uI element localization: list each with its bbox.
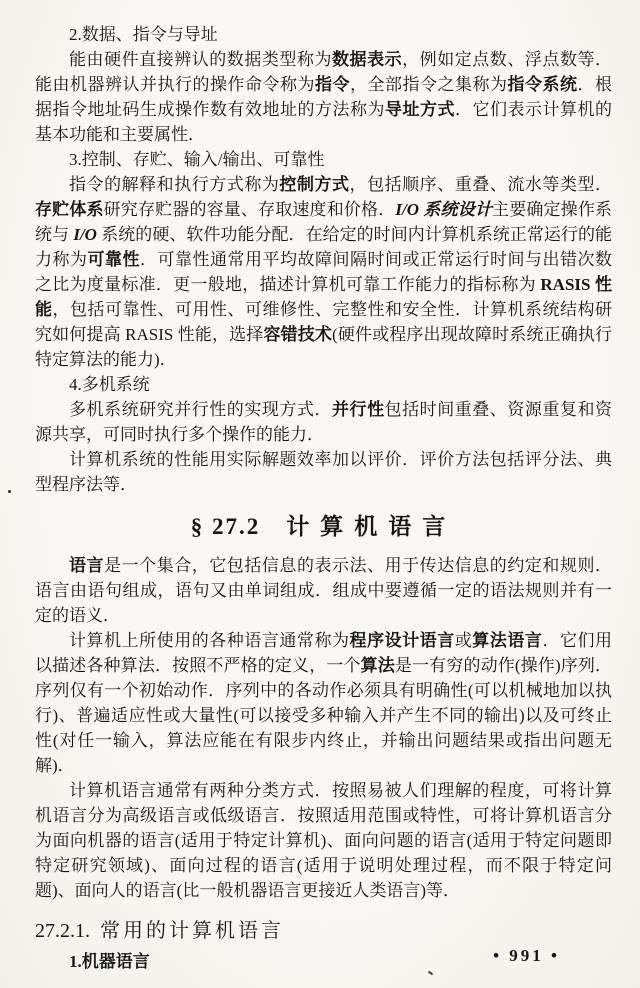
subsection-heading-27-2-1-title: 常用的计算机语言 [100, 920, 284, 942]
body-text: ，全部指令之集称为 [350, 75, 508, 94]
section-heading-27-2 [35, 511, 612, 543]
body-text: 3.控制、存贮、输入/输出、可靠性 [69, 150, 325, 169]
body-text: 4.多机系统 [69, 375, 150, 394]
body-text: 是一个集合，它包括信息的表示法、用于传达信息的约定和规则．语言由语句组成，语句又由单词组成．组成中要遵循一定的语法规则并有一定的语义． [35, 556, 613, 625]
emphasized-term: 存贮体系 [35, 200, 104, 219]
list-heading-3-control-storage-io-reliability [35, 147, 612, 172]
paragraph-control-reliability [35, 172, 612, 372]
body-text: 或 [454, 631, 473, 650]
emphasized-term: 语言 [69, 556, 105, 575]
body-text: 指令的解释和执行方式称为 [69, 175, 280, 194]
subsection-heading-27-2-1-number: 27.2.1. [35, 920, 90, 942]
emphasized-term: 指令系统 [507, 75, 578, 94]
body-text: (硬件或程序出现故障时系统正确执行特定算法的能力)． [35, 325, 613, 369]
body-text: ．它们表示计算机的基本功能和主要属性． [35, 100, 612, 144]
emphasized-term: 控制方式 [279, 175, 350, 194]
body-text: ．根据指令地址码生成操作数有效地址的方法称为 [35, 75, 612, 119]
body-text: 研究存贮器的容量、存取速度和价格． [103, 200, 396, 219]
body-text: ，例如定点数、浮点数等．能由机器辨认并执行的操作命令称为 [35, 50, 613, 94]
body-text: 主要确定操作系统与 [35, 200, 613, 244]
body-text: 包括时间重叠、资源重复和资源共享，可同时执行多个操作的能力． [35, 400, 613, 444]
body-text: ．它们用以描述各种算法．按照不严格的定义，一个 [35, 631, 613, 675]
emphasized-term: I/O 系统设计 [395, 200, 493, 219]
body-text: 是一有穷的动作(操作)序列．序列仅有一个初始动作．序列中的各动作必须具有明确性(可以机械地加以执行)、普遍适应性或大量性(可以接受多种输入并产生不同的输出)以及可终止性(对任一输入，算法应能在有限步内终止，并输出问题结果或指出问题无解)． [35, 656, 613, 775]
paragraph-language-classification [35, 778, 612, 903]
body-text: ，包括可靠性、可用性、可维修性、完整性和安全性．计算机系统结构研究如何提高 RASIS 性能，选择 [35, 300, 612, 344]
body-text: 计算机语言通常有两种分类方式．按照易被人们理解的程度，可将计算机语言分为高级语言或低级语言．按照适用范围或特性，可将计算机语言分为面向机器的语言(适用于特定计算机)、面向问题的语言(适用于特定问题即特定研究领域)、面向过程的语言(适用于说明处理过程，而不限于特定问题)、面向人的语言(比一般机器语言更接近人类语言)等． [35, 781, 612, 900]
emphasized-term: 算法语言 [472, 631, 543, 650]
section-heading-27-2-number: § 27.2 [190, 514, 261, 539]
paragraph-data-representation [35, 47, 612, 147]
emphasized-term: 并行性 [332, 400, 385, 419]
emphasized-term: I/O [73, 225, 97, 244]
emphasized-term: 数据表示 [332, 50, 403, 69]
emphasized-term: 指令 [315, 75, 350, 94]
paragraph-parallelism [35, 397, 612, 447]
body-text: 系统的硬、软件功能分配．在给定的时间内计算机系统正常运行的能力称为 [35, 225, 613, 269]
section-heading-27-2-title: 计算机语言 [286, 514, 457, 539]
emphasized-term: 程序设计语言 [349, 631, 455, 650]
body-text: 能由硬件直接辨认的数据类型称为 [69, 50, 332, 69]
emphasized-term: 可靠性 [87, 250, 140, 269]
body-text: 1.机器语言 [69, 952, 150, 971]
subsection-heading-27-2-1 [35, 917, 612, 945]
paragraph-programming-language-algorithm [35, 628, 612, 778]
paragraph-language-definition [35, 553, 612, 628]
body-text: 2.数据、指令与导址 [69, 25, 218, 44]
paragraph-performance-evaluation [35, 447, 612, 497]
body-text: ，包括顺序、重叠、流水等类型． [349, 175, 613, 194]
scan-artifact-dot [8, 490, 11, 493]
body-text: ．可靠性通常用平均故障间隔时间或正常运行时间与出错次数之比为度量标准．更一般地，描述计算机可靠工作能力的指标称为 [35, 250, 612, 294]
page-number: • 991 • [493, 946, 560, 965]
list-heading-4-multiprocessor-systems [35, 372, 612, 397]
emphasized-term: RASIS 性能 [35, 275, 612, 319]
emphasized-term: 容错技术 [263, 325, 333, 344]
body-text: 计算机上所使用的各种语言通常称为 [69, 631, 350, 650]
emphasized-term: 算法 [360, 656, 395, 675]
body-text: 多机系统研究并行性的实现方式． [69, 400, 332, 419]
emphasized-term: 导址方式 [385, 100, 455, 119]
list-heading-2-data-instructions-addressing [35, 22, 612, 47]
body-text: 计算机系统的性能用实际解题效率加以评价．评价方法包括评分法、典型程序法等． [35, 450, 612, 494]
